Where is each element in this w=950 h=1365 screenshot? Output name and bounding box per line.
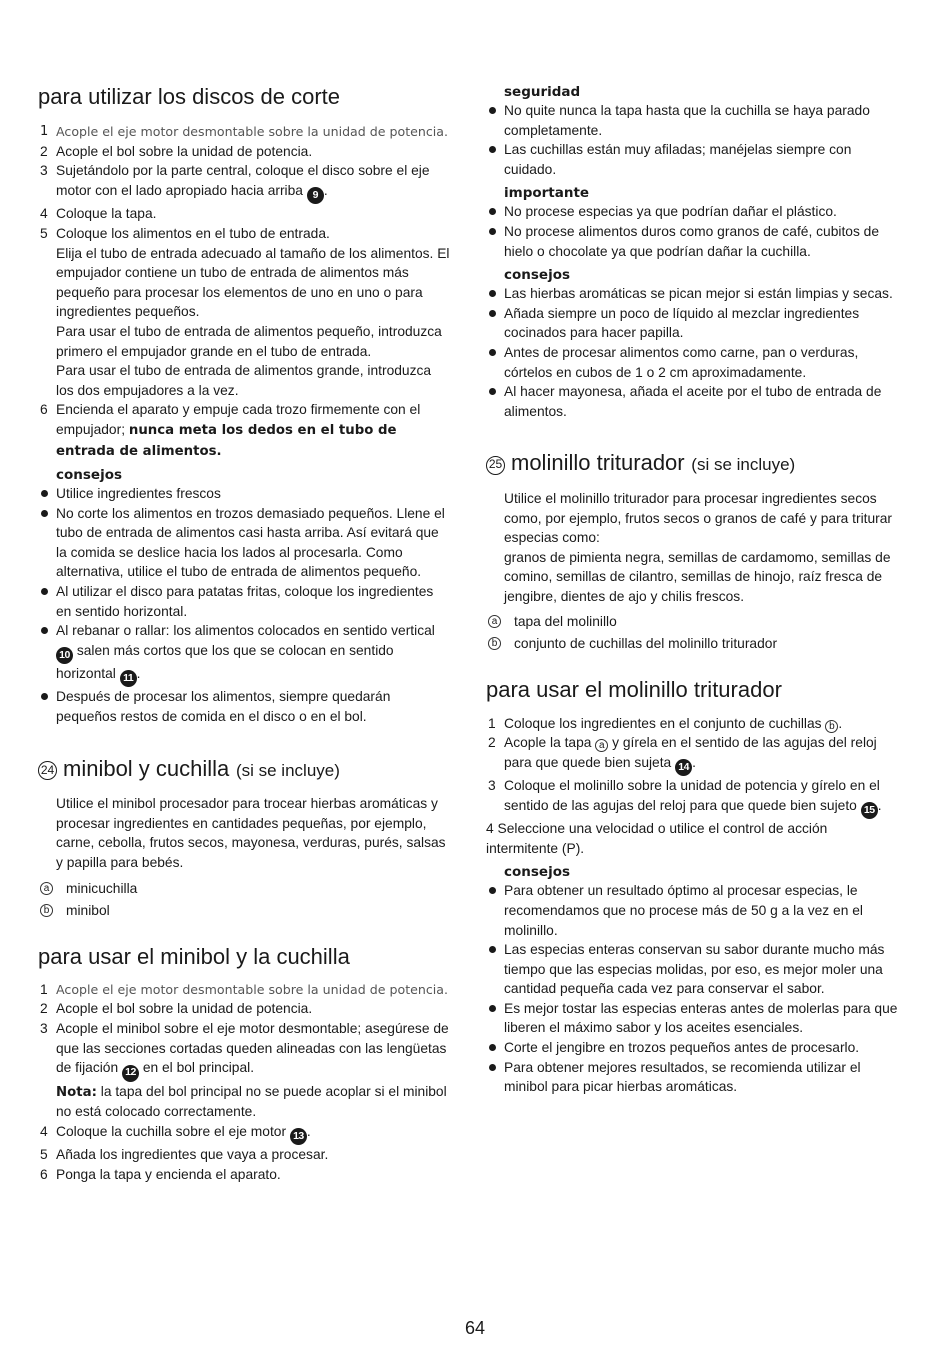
step-note: Para usar el tubo de entrada de alimentos pequeño, introduzca primero el empujador grande en el tubo de entrada. bbox=[56, 323, 442, 359]
tips-minibol bbox=[486, 284, 898, 421]
letter-a-icon: a bbox=[595, 739, 608, 752]
step-item: 2 Acople el bol sobre la unidad de potencia. bbox=[40, 143, 313, 159]
section-title-discos: para utilizar los discos de corte bbox=[38, 84, 341, 109]
parts-minibol bbox=[38, 878, 450, 922]
step-item: 1 Acople el eje motor desmontable sobre la unidad de potencia. bbox=[40, 981, 449, 997]
parts-molinillo bbox=[486, 611, 898, 655]
step-item: 1 Coloque los ingredientes en el conjunto de cuchillas b . bbox=[488, 715, 843, 732]
page-number: 64 bbox=[464, 1318, 486, 1338]
tip-item: Antes de procesar alimentos como carne, pan o verduras, córtelos en cubos de 1 o 2 cm aproximadamente. bbox=[486, 343, 898, 382]
step-note: Para usar el tubo de entrada de alimentos grande, introduzca los dos empujadores a la vez. bbox=[56, 363, 432, 398]
tip-item: Para obtener mejores resultados, se recomienda utilizar el minibol para picar hierbas aromáticas. bbox=[486, 1058, 898, 1097]
part-item: b minibol bbox=[38, 900, 450, 922]
steps-discos bbox=[38, 122, 450, 461]
step-item: 5 Coloque los alimentos en el tubo de entrada. bbox=[40, 225, 330, 241]
step-item: 1 Acople el eje motor desmontable sobre la unidad de potencia. bbox=[40, 124, 449, 140]
step-item: 4 Seleccione una velocidad o utilice el control de acción intermitente (P). bbox=[486, 821, 828, 856]
steps-molinillo bbox=[486, 714, 898, 859]
figure-ref-11: 11 bbox=[120, 670, 137, 687]
tip-item: Al rebanar o rallar: los alimentos colocados en sentido vertical 10 salen más cortos que los que se colocan en sentido horizontal 11 . bbox=[38, 621, 450, 687]
tip-item: Las hierbas aromáticas se pican mejor si están limpias y secas. bbox=[486, 284, 898, 304]
tip-item: No corte los alimentos en trozos demasiado pequeños. Llene el tubo de entrada de alimentos casi hasta arriba. Así evitará que la comida se deslice hacia los lados al procesarla. Como alternativa, utilice el tubo de entrada de alimentos pequeño. bbox=[38, 504, 450, 582]
step-item: 5 Añada los ingredientes que vaya a procesar. bbox=[40, 1147, 329, 1163]
section-title-usar-molinillo: para usar el molinillo triturador bbox=[486, 677, 782, 703]
section-number-icon: 24 bbox=[38, 761, 57, 780]
safety-item: No quite nunca la tapa hasta que la cuchilla se haya parado completamente. bbox=[486, 101, 898, 140]
step-item: 4 Coloque la tapa. bbox=[40, 206, 157, 222]
tip-item: Al hacer mayonesa, añada el aceite por el tubo de entrada de alimentos. bbox=[486, 382, 898, 421]
important-item: No procese especias ya que podrían dañar el plástico. bbox=[486, 202, 898, 222]
right-column bbox=[486, 0, 898, 1097]
tips-label: consejos bbox=[504, 864, 571, 881]
tips-discos bbox=[38, 484, 450, 727]
important-item: No procese alimentos duros como granos de café, cubitos de hielo o chocolate ya que podrían dañar la cuchilla. bbox=[486, 222, 898, 261]
section-title-minibol: 24 minibol y cuchilla (si se incluye) bbox=[38, 755, 450, 783]
part-item: b conjunto de cuchillas del molinillo triturador bbox=[486, 633, 898, 655]
step-item: 6 Ponga la tapa y encienda el aparato. bbox=[40, 1166, 281, 1182]
tip-item: Añada siempre un poco de líquido al mezclar ingredientes cocinados para hacer papilla. bbox=[486, 304, 898, 343]
tip-item: Es mejor tostar las especias enteras antes de molerlas para que liberen el máximo sabor y los aceites esenciales. bbox=[486, 999, 898, 1038]
tip-item: Las especias enteras conservan su sabor durante mucho más tiempo que las especias molidas, por eso, es mejor moler una cantidad pequeña cada vez para conservar el sabor. bbox=[486, 940, 898, 999]
step-item: 2 Acople la tapa a y gírela en el sentido de las agujas del reloj para que quede bien sujeta 14 . bbox=[486, 733, 898, 776]
section-number-icon: 25 bbox=[486, 456, 505, 475]
letter-b-icon: b bbox=[40, 904, 53, 917]
tip-item: Al utilizar el disco para patatas fritas, coloque los ingredientes en sentido horizontal. bbox=[38, 582, 450, 621]
safety-item: Las cuchillas están muy afiladas; manéjelas siempre con cuidado. bbox=[486, 140, 898, 179]
important-label: importante bbox=[504, 185, 590, 202]
step-item: 4 Coloque la cuchilla sobre el eje motor 13 . bbox=[38, 1122, 450, 1145]
tip-item: Para obtener un resultado óptimo al procesar especias, le recomendamos que no procese más de 50 g a la vez en el molinillo. bbox=[486, 881, 898, 940]
warning-text: nunca meta los dedos en el tubo de entrada de alimentos. bbox=[56, 422, 397, 459]
figure-ref-14: 14 bbox=[675, 759, 692, 776]
tips-molinillo bbox=[486, 881, 898, 1097]
part-item: a tapa del molinillo bbox=[486, 611, 898, 633]
figure-ref-15: 15 bbox=[861, 802, 878, 819]
part-item: a minicuchilla bbox=[38, 878, 450, 900]
figure-ref-13: 13 bbox=[290, 1128, 307, 1145]
tips-label: consejos bbox=[56, 467, 123, 484]
step-item: 3 Acople el minibol sobre el eje motor desmontable; asegúrese de que las secciones cortadas queden alineadas con las lengüetas de fijación 12 en el bol principal. Nota: la tapa del bol principal no se puede acoplar si el minibol no está colocado correctamente. bbox=[40, 1021, 449, 1120]
letter-a-icon: a bbox=[488, 615, 501, 628]
left-column bbox=[38, 0, 450, 1184]
step-item: 6 Encienda el aparato y empuje cada trozo firmemente con el empujador; nunca meta los dedos en el tubo de entrada de alimentos. bbox=[40, 402, 421, 459]
letter-b-icon: b bbox=[488, 637, 501, 650]
figure-ref-9: 9 bbox=[307, 187, 324, 204]
step-note: Elija el tubo de entrada adecuado al tamaño de los alimentos. El empujador contiene un tubo de entrada de alimentos más pequeño para procesar los elementos de uno en uno o para ingredientes pequeños. bbox=[56, 245, 450, 320]
important-list bbox=[486, 202, 898, 261]
letter-b-icon: b bbox=[825, 720, 838, 733]
figure-ref-10: 10 bbox=[56, 647, 73, 664]
intro-molinillo: Utilice el molinillo triturador para procesar ingredientes secos como, por ejemplo, frutos secos o granos de café y para triturar especias como: granos de pimienta negra, semillas de cardamomo, semillas de comino, semillas de cilantro, semillas de hinojo, raíz fresca de jengibre, dientes de ajo y chilis frescos. bbox=[504, 490, 893, 604]
tip-item: Corte el jengibre en trozos pequeños antes de procesarlo. bbox=[486, 1038, 898, 1058]
tip-item: Después de procesar los alimentos, siempre quedarán pequeños restos de comida en el disco o en el bol. bbox=[38, 687, 450, 726]
tips-label: consejos bbox=[504, 267, 571, 284]
step-item: 2 Acople el bol sobre la unidad de potencia. bbox=[40, 1001, 313, 1017]
steps-minibol bbox=[38, 980, 450, 1184]
figure-ref-12: 12 bbox=[122, 1065, 139, 1082]
section-title-usar-minibol: para usar el minibol y la cuchilla bbox=[38, 943, 350, 969]
tip-item: Utilice ingredientes frescos bbox=[38, 484, 450, 504]
section-title-molinillo: 25 molinillo triturador (si se incluye) bbox=[486, 449, 898, 477]
intro-minibol: Utilice el minibol procesador para trocear hierbas aromáticas y procesar ingredientes en cantidades pequeñas, por ejemplo, carne, cebolla, frutos secos, mayonesa, verduras, purés, salsas y papilla para bebés. bbox=[56, 796, 446, 870]
safety-label: seguridad bbox=[504, 84, 581, 100]
step-item: 3 Coloque el molinillo sobre la unidad de potencia y gírelo en el sentido de las agujas del reloj para que quede bien sujeto 15 . bbox=[486, 776, 898, 819]
step-item: 3 Sujetándolo por la parte central, coloque el disco sobre el eje motor con el lado apropiado hacia arriba 9 . bbox=[38, 161, 450, 204]
letter-a-icon: a bbox=[40, 882, 53, 895]
safety-list bbox=[486, 101, 898, 179]
